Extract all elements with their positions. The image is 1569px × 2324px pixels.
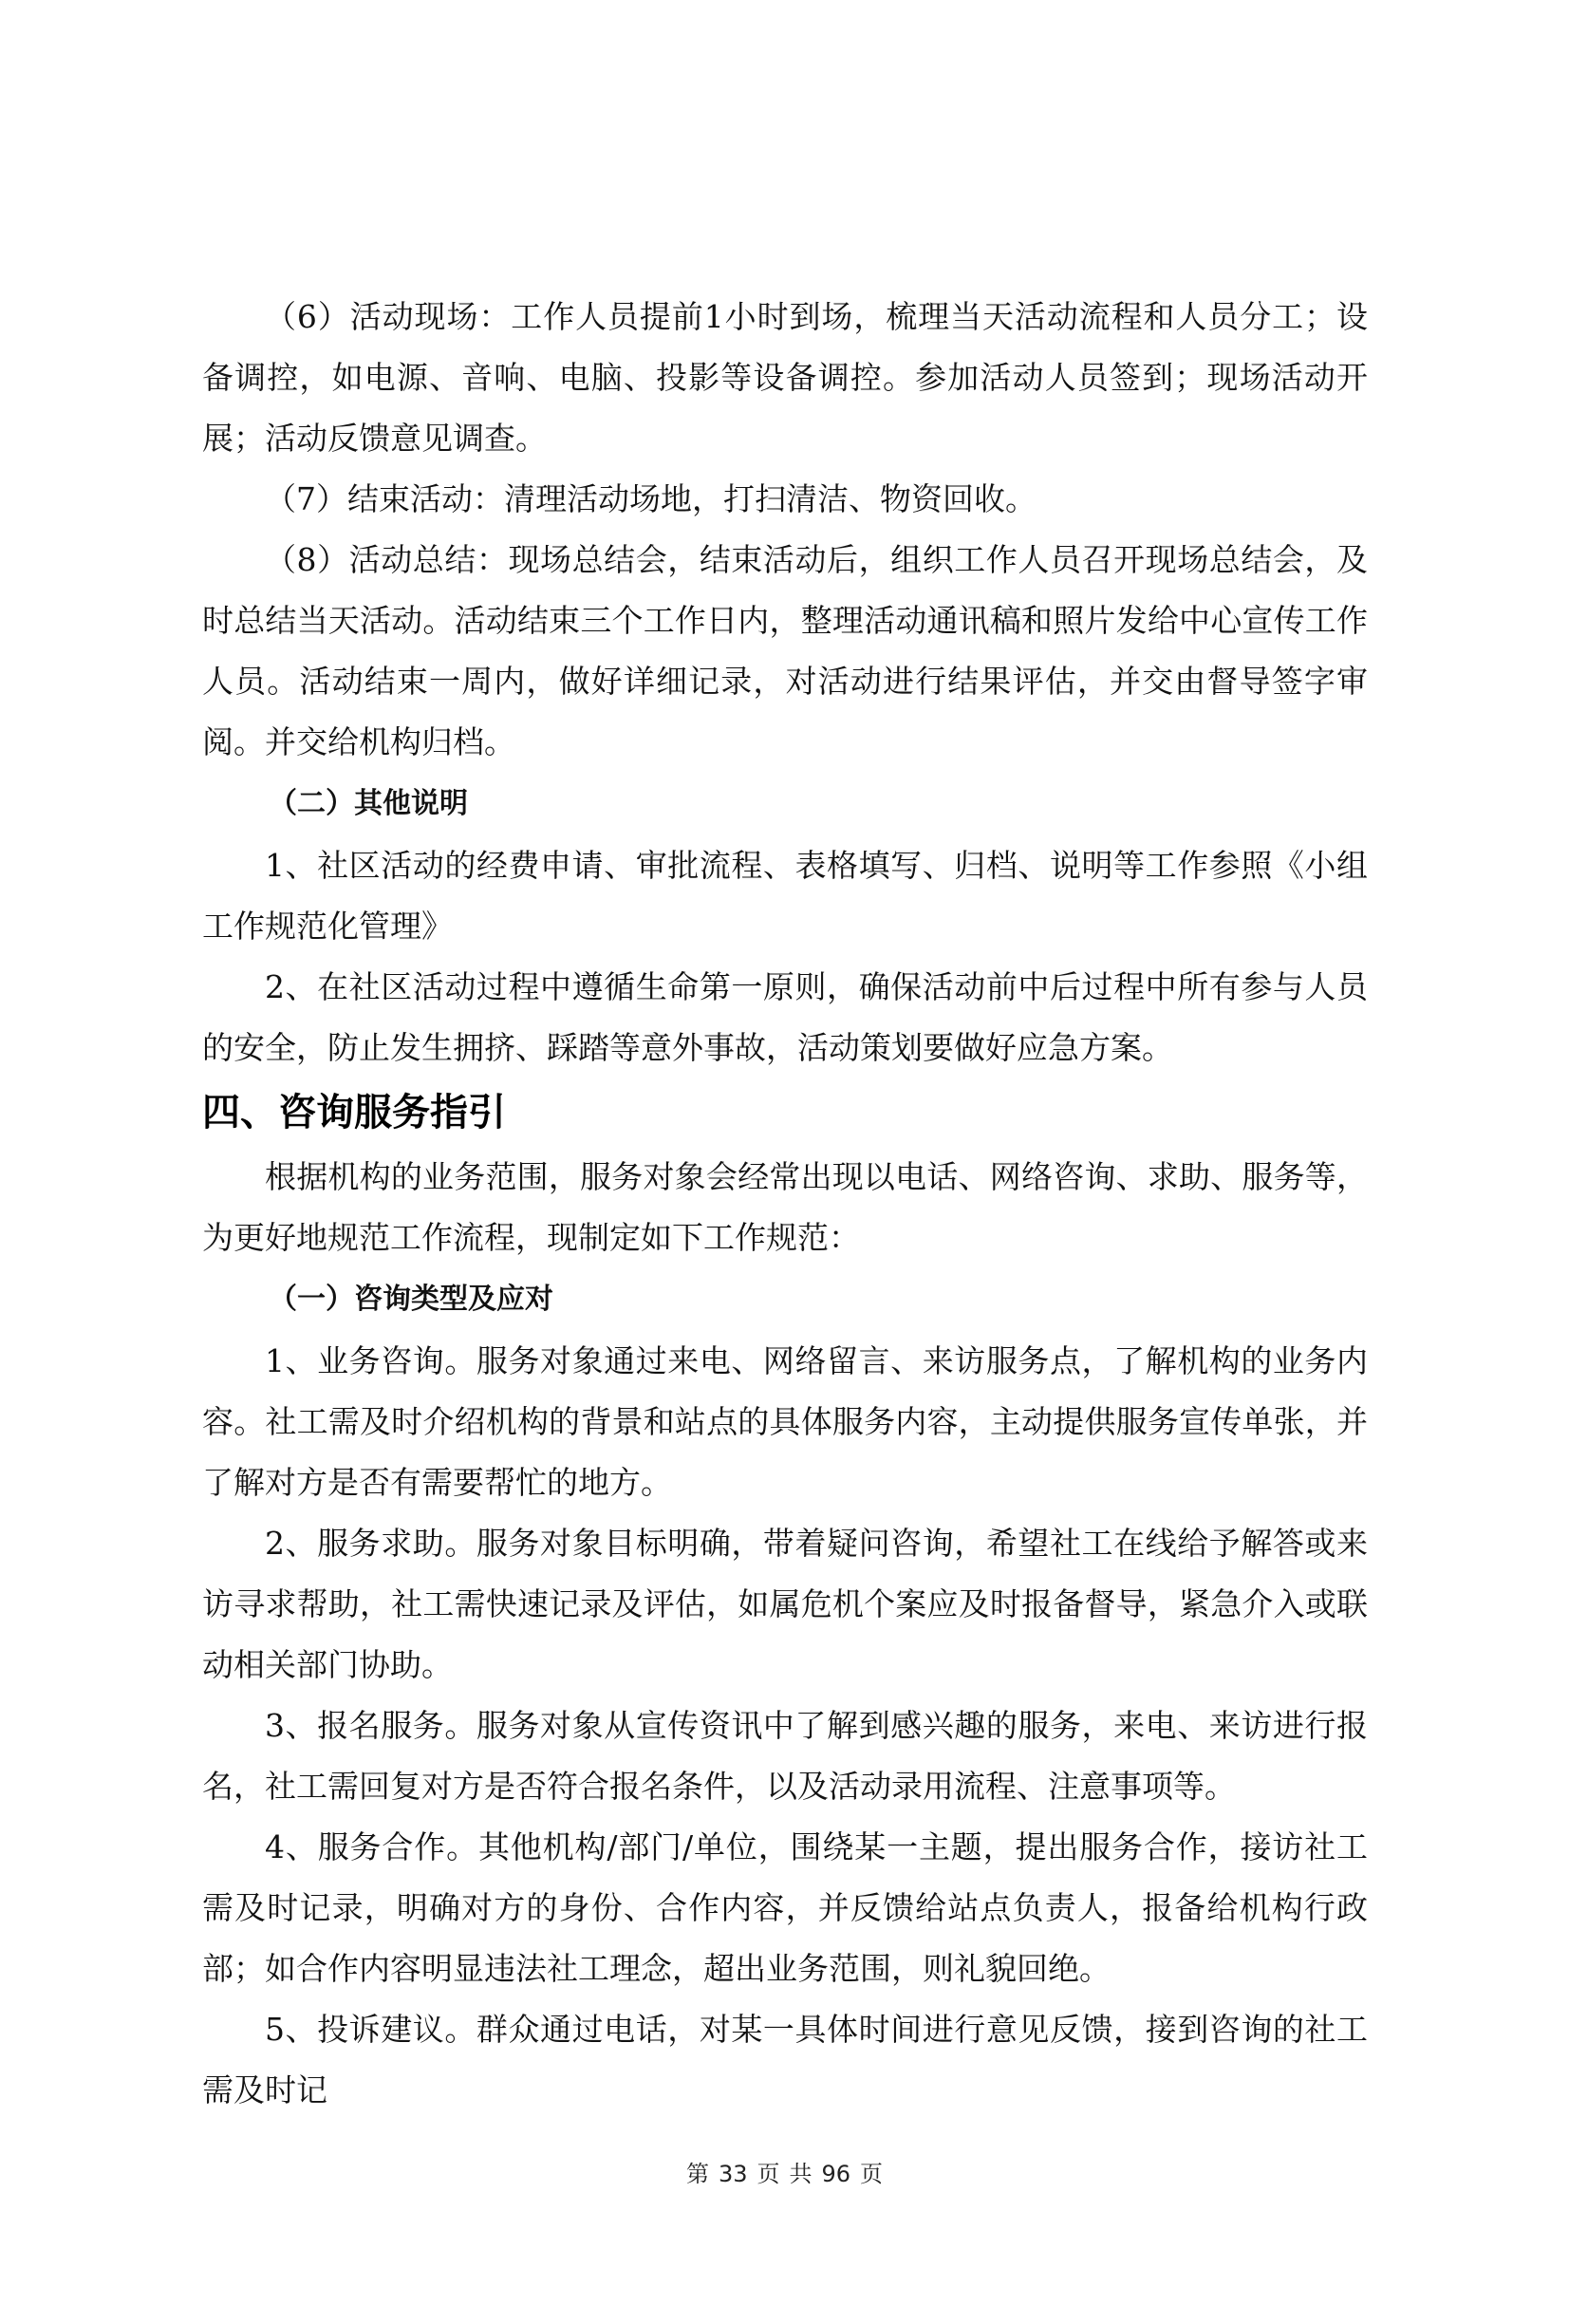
footer-total-prefix: 共 — [789, 2161, 813, 2187]
paragraph-activity-summary: （8）活动总结：现场总结会，结束活动后，组织工作人员召开现场总结会，及时总结当天活动。活动结束三个工作日内，整理活动通讯稿和照片发给中心宣传工作人员。活动结束一周内，做好详细记录，对活动进行结果评估，并交由督导签字审阅。并交给机构归档。 — [202, 541, 1368, 760]
paragraph-registration-service: 3、报名服务。服务对象从宣传资讯中了解到感兴趣的服务，来电、来访进行报名，社工需回复对方是否符合报名条件，以及活动录用流程、注意事项等。 — [202, 1707, 1368, 1805]
paragraph-complaints-suggestions: 5、投诉建议。群众通过电话，对某一具体时间进行意见反馈，接到咨询的社工需及时记 — [202, 2011, 1368, 2108]
paragraph-other-note-2: 2、在社区活动过程中遵循生命第一原则，确保活动前中后过程中所有参与人员的安全，防止发生拥挤、踩踏等意外事故，活动策划要做好应急方案。 — [202, 968, 1368, 1066]
paragraph-activity-onsite: （6）活动现场：工作人员提前1小时到场，梳理当天活动流程和人员分工；设备调控，如电源、音响、电脑、投影等设备调控。参加活动人员签到；现场活动开展；活动反馈意见调查。 — [202, 298, 1368, 457]
footer-prefix: 第 — [685, 2161, 709, 2187]
paragraph-activity-end: （7）结束活动：清理活动场地，打扫清洁、物资回收。 — [265, 480, 1037, 517]
footer-page-unit: 页 — [756, 2161, 780, 2187]
paragraph-section-intro: 根据机构的业务范围，服务对象会经常出现以电话、网络咨询、求助、服务等，为更好地规范工作流程，现制定如下工作规范： — [202, 1158, 1368, 1256]
paragraph-business-consulting: 1、业务咨询。服务对象通过来电、网络留言、来访服务点，了解机构的业务内容。社工需及时介绍机构的背景和站点的具体服务内容，主动提供服务宣传单张，并了解对方是否有需要帮忙的地方。 — [202, 1342, 1368, 1501]
paragraph-service-help: 2、服务求助。服务对象目标明确，带着疑问咨询，希望社工在线给予解答或来访寻求帮助，社工需快速记录及评估，如属危机个案应及时报备督导，紧急介入或联动相关部门协助。 — [202, 1525, 1368, 1683]
subsection-title-other-notes: （二）其他说明 — [269, 787, 468, 820]
section-title-consulting-guide: 四、咨询服务指引 — [202, 1091, 506, 1134]
footer-current-page: 33 — [718, 2161, 748, 2187]
paragraph-service-cooperation: 4、服务合作。其他机构/部门/单位，围绕某一主题，提出服务合作，接访社工需及时记录，明确对方的身份、合作内容，并反馈给站点负责人，报备给机构行政部；如合作内容明显违法社工理念，超出业务范围，则礼貌回绝。 — [202, 1828, 1368, 1987]
paragraph-other-note-1: 1、社区活动的经费申请、审批流程、表格填写、归档、说明等工作参照《小组工作规范化管理》 — [202, 847, 1368, 945]
footer-total-pages: 96 — [821, 2161, 851, 2187]
page-content — [202, 287, 1368, 2121]
page-spacer — [0, 2121, 1569, 2159]
footer-total-unit: 页 — [860, 2161, 884, 2187]
subsection-title-consulting-types: （一）咨询类型及应对 — [269, 1283, 553, 1316]
page-footer — [0, 2159, 1569, 2324]
